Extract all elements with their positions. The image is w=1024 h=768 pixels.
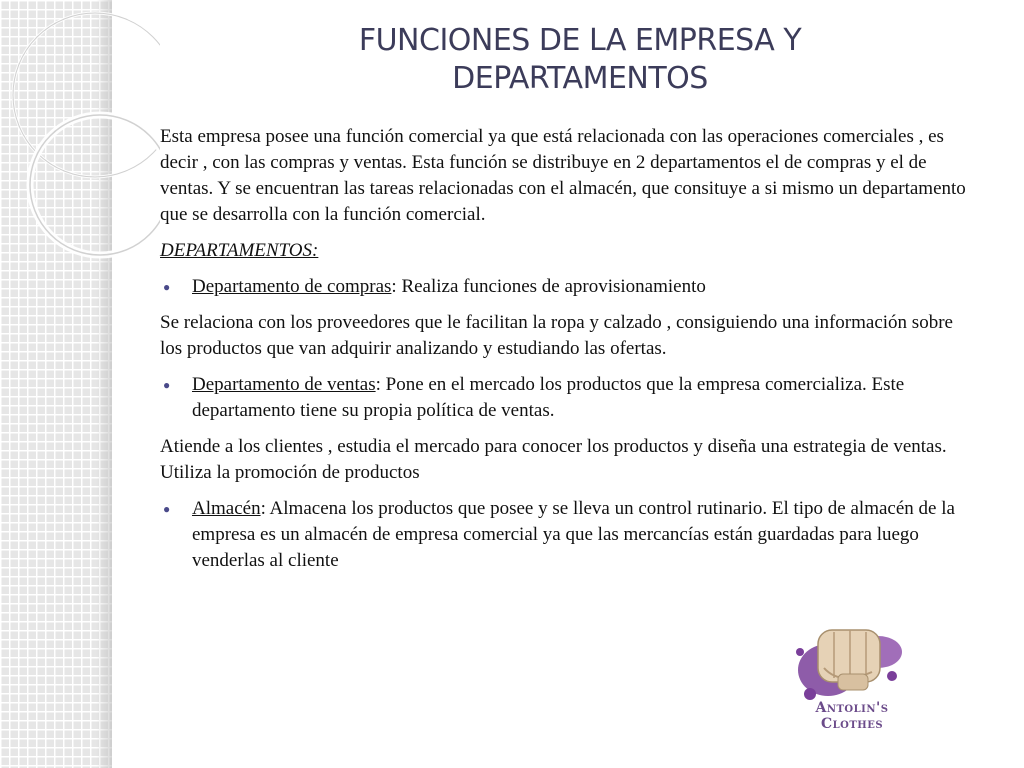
slide-body bbox=[160, 124, 970, 584]
bullet-label: Departamento de compras bbox=[192, 276, 392, 297]
brand-logo-text: Antolin's Clothes bbox=[815, 700, 889, 732]
section-heading-text: DEPARTAMENTOS: bbox=[160, 240, 319, 261]
bullet-dot-icon: ● bbox=[163, 378, 171, 392]
bullet-label: Departamento de ventas bbox=[192, 374, 376, 395]
bullet-text: : Realiza funciones de aprovisionamiento bbox=[391, 276, 706, 297]
bullet-dot-icon: ● bbox=[163, 502, 171, 516]
bullet-text: : Almacena los productos que posee y se lleva un control rutinario. El tipo de almacén de la empresa es un almacén de empresa comercial ya que las mercancías están guardadas para luego venderlas al cliente bbox=[192, 498, 955, 571]
bullet-text: : Pone en el mercado los productos que la empresa comercializa. Este departamento tiene su propia política de ventas. bbox=[192, 374, 905, 421]
intro-paragraph: Esta empresa posee una función comercial ya que está relacionada con las operaciones comerciales , es decir , con las compras y ventas. Esta función se distribuye en 2 departamentos el de compras y el de ventas. Y se encuentran las tareas relacionadas con el almacén, que consituye a si mismo un departamento que se desarrolla con la función comercial. bbox=[160, 126, 966, 225]
title-line-1: FUNCIONES DE LA EMPRESA Y bbox=[358, 23, 802, 58]
bullet-almacen bbox=[160, 496, 970, 574]
bullet-compras bbox=[160, 274, 970, 300]
page-title bbox=[300, 22, 860, 98]
sidebar-shadow bbox=[96, 0, 112, 768]
ventas-paragraph: Atiende a los clientes , estudia el mercado para conocer los productos y diseña una estrategia de ventas. Utiliza la promoción de productos bbox=[160, 436, 947, 483]
section-heading bbox=[160, 238, 970, 264]
bullet-label: Almacén bbox=[192, 498, 261, 519]
bullet-ventas bbox=[160, 372, 970, 424]
title-line-2: DEPARTAMENTOS bbox=[452, 61, 708, 96]
compras-paragraph: Se relaciona con los proveedores que le facilitan la ropa y calzado , consiguiendo una información sobre los productos que van adquirir analizando y estudiando las ofertas. bbox=[160, 312, 953, 359]
bullet-dot-icon: ● bbox=[163, 280, 171, 294]
